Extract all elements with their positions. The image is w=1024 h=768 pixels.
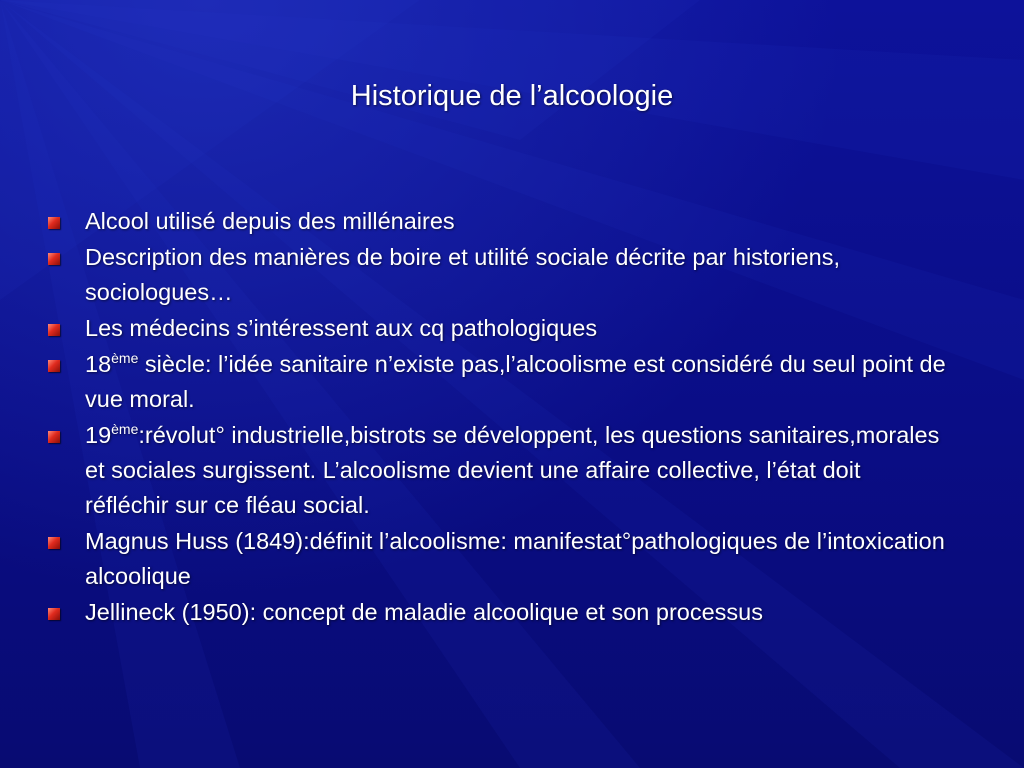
bullet-text: siècle: l’idée sanitaire n’existe pas,l’alcoolisme est considéré du seul point de vue moral. (85, 351, 946, 412)
bullet-item-5 (48, 418, 948, 523)
bullet-superscript: ème (111, 350, 139, 366)
red-square-bullet-icon (48, 253, 60, 265)
red-square-bullet-icon (48, 217, 60, 229)
bullet-number: 19 (85, 422, 112, 448)
red-square-bullet-icon (48, 360, 60, 372)
bullet-text: Description des manières de boire et utilité sociale décrite par historiens, sociologues… (85, 244, 840, 305)
bullet-text: Magnus Huss (1849):définit l’alcoolisme: manifestat°pathologiques de l’intoxication alcoolique (85, 528, 945, 589)
bullet-text: :révolut° industrielle,bistrots se développent, les questions sanitaires,morales et sociales surgissent. L’alcoolisme devient une affaire collective, l’état doit réfléchir sur ce fléau social. (85, 422, 940, 518)
slide-title: Historique de l’alcoologie (350, 80, 674, 112)
bullet-item-1 (48, 204, 948, 239)
red-square-bullet-icon (48, 537, 60, 549)
bullet-superscript: ème (111, 421, 139, 437)
red-square-bullet-icon (48, 608, 60, 620)
red-square-bullet-icon (48, 324, 60, 336)
red-square-bullet-icon (48, 431, 60, 443)
bullet-item-6 (48, 524, 948, 594)
bullet-list (48, 204, 948, 631)
bullet-text: Les médecins s’intéressent aux cq pathologiques (85, 315, 598, 341)
bullet-item-7 (48, 595, 948, 630)
bullet-number: 18 (85, 351, 112, 377)
bullet-item-4 (48, 347, 948, 417)
bullet-text: Alcool utilisé depuis des millénaires (85, 208, 455, 234)
bullet-text: Jellineck (1950): concept de maladie alcoolique et son processus (85, 599, 763, 625)
bullet-item-2 (48, 240, 948, 310)
bullet-item-3 (48, 311, 948, 346)
